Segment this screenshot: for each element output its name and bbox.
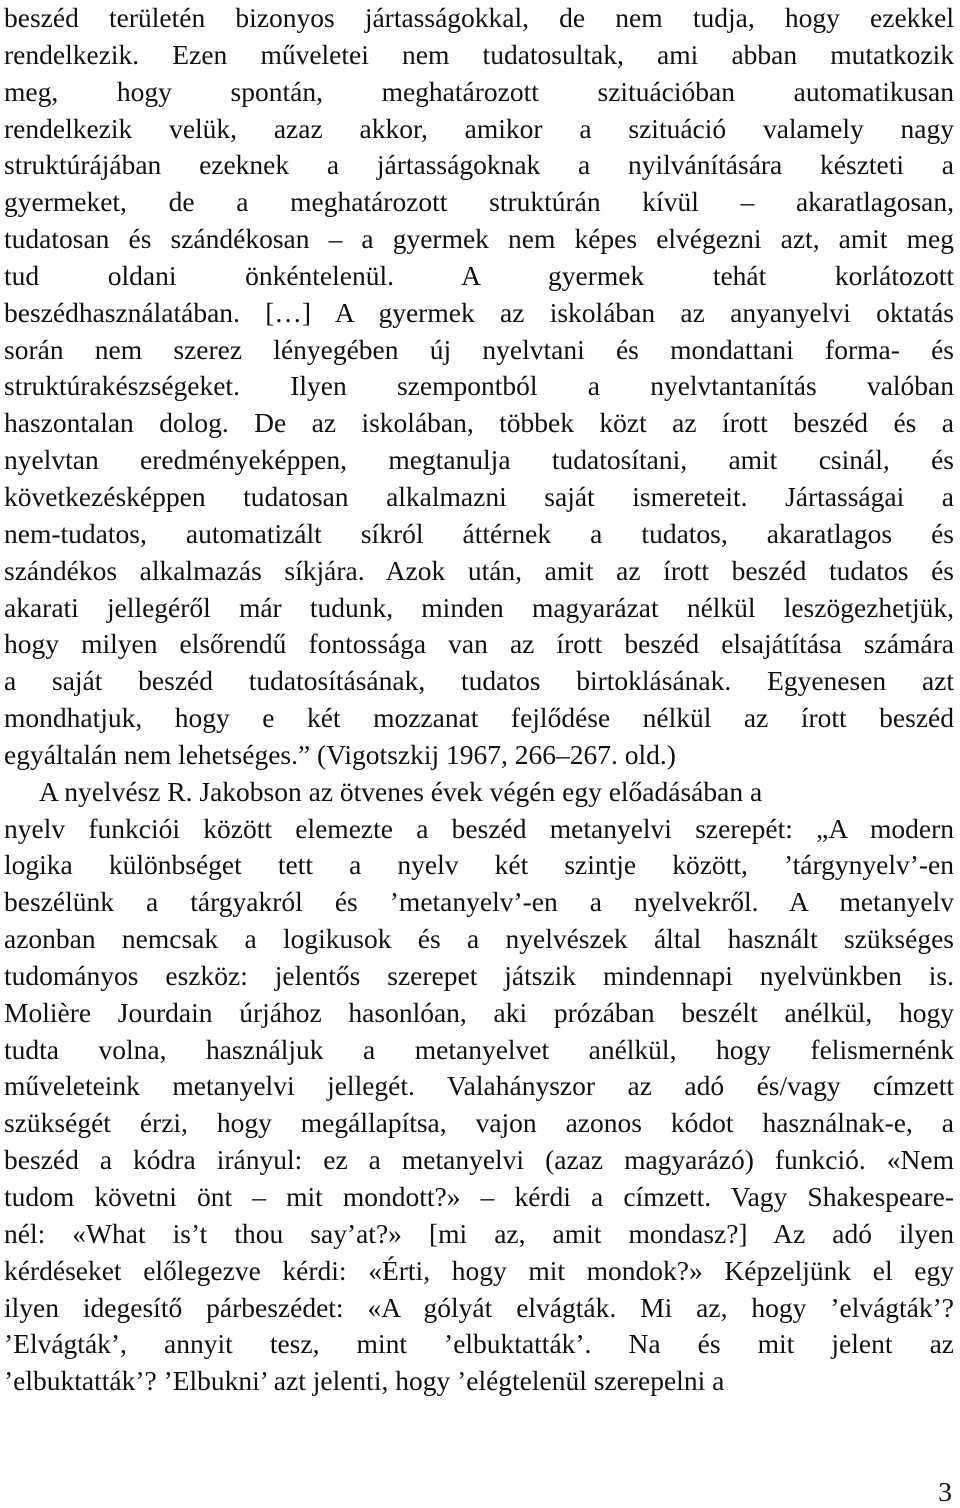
text-line: beszéd a kódra irányul: ez a metanyelvi (azaz magyarázó) funkció. «Nem bbox=[4, 1144, 954, 1176]
document-body bbox=[4, 0, 954, 1400]
text-line: nél: «What is’t thou say’at?» [mi az, amit mondasz?] Az adó ilyen bbox=[4, 1217, 954, 1249]
text-line: tud oldani önkéntelenül. A gyermek tehát korlátozott bbox=[4, 259, 954, 291]
text-line: logika különbséget tett a nyelv két szintje között, ’tárgynyelv’-en bbox=[4, 849, 954, 881]
text-line: ’Elvágták’, annyit tesz, mint ’elbuktatták’. Na és mit jelent az bbox=[4, 1328, 954, 1360]
text-line: a saját beszéd tudatosításának, tudatos birtoklásának. Egyenesen azt bbox=[4, 665, 954, 697]
text-line: gyermeket, de a meghatározott struktúrán kívül – akaratlagosan, bbox=[4, 186, 954, 218]
text-line: meg, hogy spontán, meghatározott szituációban automatikusan bbox=[4, 75, 954, 107]
text-line: nyelvtan eredményeképpen, megtanulja tudatosítani, amit csinál, és bbox=[4, 444, 954, 476]
text-line: tudom követni önt – mit mondott?» – kérdi a címzett. Vagy Shakespeare- bbox=[4, 1181, 954, 1212]
text-line: tudta volna, használjuk a metanyelvet anélkül, hogy felismernénk bbox=[4, 1033, 954, 1065]
text-line: rendelkezik velük, azaz akkor, amikor a szituáció valamely nagy bbox=[4, 112, 954, 144]
text-line: rendelkezik. Ezen műveletei nem tudatosultak, ami abban mutatkozik bbox=[4, 38, 954, 70]
text-line: akarati jellegéről már tudunk, minden magyarázat nélkül leszögezhetjük, bbox=[4, 591, 954, 623]
text-line: Molière Jourdain úrjához hasonlóan, aki prózában beszélt anélkül, hogy bbox=[4, 996, 954, 1028]
text-line: tudatosan és szándékosan – a gyermek nem képes elvégezni azt, amit meg bbox=[4, 223, 954, 255]
text-line: során nem szerez lényegében új nyelvtani és mondattani forma- és bbox=[4, 333, 954, 365]
text-line: beszélünk a tárgyakról és ’metanyelv’-en a nyelvekről. A metanyelv bbox=[4, 886, 954, 918]
text-line: A nyelvész R. Jakobson az ötvenes évek végén egy előadásában a bbox=[39, 775, 763, 807]
text-line: beszéd területén bizonyos jártasságokkal, de nem tudja, hogy ezekkel bbox=[4, 2, 954, 33]
text-line: azonban nemcsak a logikusok és a nyelvészek által használt szükséges bbox=[4, 923, 954, 955]
text-line: műveleteink metanyelvi jellegét. Valahányszor az adó és/vagy címzett bbox=[4, 1070, 954, 1102]
text-line: hogy milyen elsőrendű fontossága van az írott beszéd elsajátítása számára bbox=[4, 628, 954, 660]
text-line: szükségét érzi, hogy megállapítsa, vajon azonos kódot használnak-e, a bbox=[4, 1107, 954, 1139]
text-line: ilyen idegesítő párbeszédet: «A gólyát elvágták. Mi az, hogy ’elvágták’? bbox=[4, 1291, 954, 1323]
text-line: struktúrakészségeket. Ilyen szempontból a nyelvtantanítás valóban bbox=[4, 370, 954, 402]
text-line: mondhatjuk, hogy e két mozzanat fejlődése nélkül az írott beszéd bbox=[4, 702, 954, 734]
text-line: beszédhasználatában. […] A gyermek az iskolában az anyanyelvi oktatás bbox=[4, 296, 954, 328]
text-line: kérdéseket előlegezve kérdi: «Érti, hogy mit mondok?» Képzeljünk el egy bbox=[4, 1254, 954, 1286]
text-line: struktúrájában ezeknek a jártasságoknak a nyilvánítására készteti a bbox=[4, 149, 954, 181]
text-line: nem-tudatos, automatizált síkról áttérnek a tudatos, akaratlagos és bbox=[4, 517, 954, 549]
text-line: ’elbuktatták’? ’Elbukni’ azt jelenti, hogy ’elégtelenül szerepelni a bbox=[4, 1365, 725, 1397]
page-number: 3 bbox=[938, 1476, 952, 1507]
text-line: tudományos eszköz: jelentős szerepet játszik mindennapi nyelvünkben is. bbox=[4, 959, 954, 991]
text-line: következésképpen tudatosan alkalmazni saját ismereteit. Jártasságai a bbox=[4, 480, 954, 512]
text-line: nyelv funkciói között elemezte a beszéd metanyelvi szerepét: „A modern bbox=[4, 812, 954, 844]
text-line: haszontalan dolog. De az iskolában, többek közt az írott beszéd és a bbox=[4, 407, 954, 439]
text-line: szándékos alkalmazás síkjára. Azok után, amit az írott beszéd tudatos és bbox=[4, 554, 954, 586]
text-line: egyáltalán nem lehetséges.” (Vigotszkij 1967, 266–267. old.) bbox=[4, 738, 676, 770]
